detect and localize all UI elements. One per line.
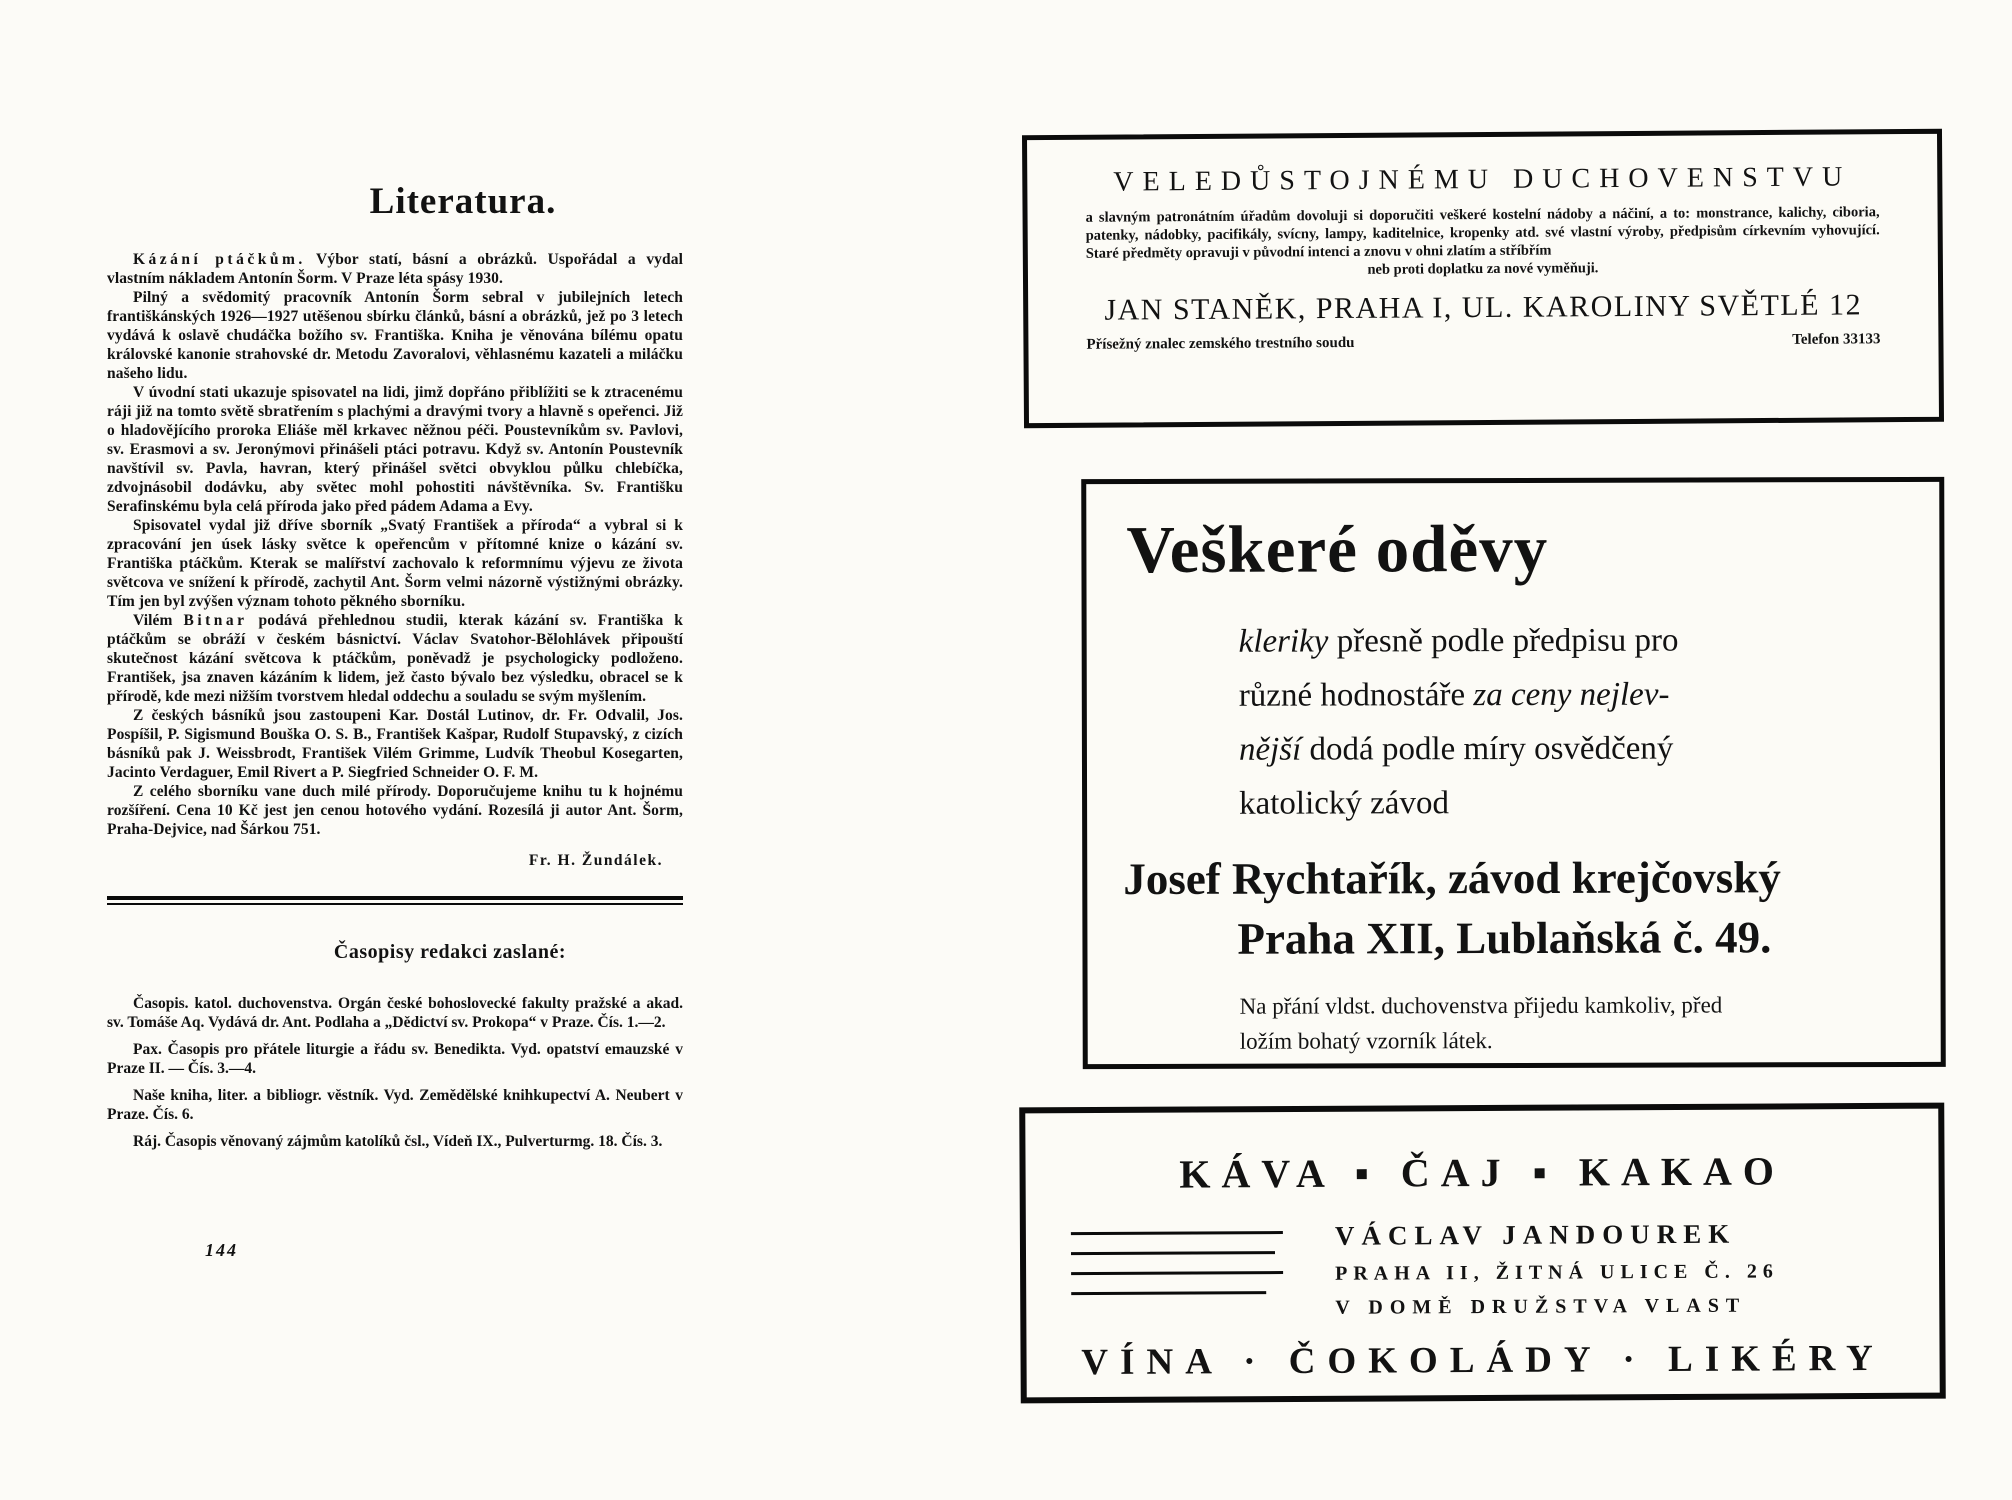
stanek-advertisement [1022,129,1944,428]
decorative-rule [1071,1251,1275,1255]
page-title: Literatura. [369,181,557,222]
rychtarik-note [1240,987,1881,1059]
section-divider-rule [107,896,683,905]
decorative-rules [1071,1231,1283,1321]
journal-entry-text: Orgán české bohoslovecké fakulty pražské a akad. sv. Tomáše Aq. Vydává dr. Ant. Podlaha a „Dědictví sv. Prokopa“ v Praze. Čís. 1.—2. [107,995,683,1031]
rychtarik-address-line: Praha XII, Lublaňská č. 49. [1237,912,1772,964]
stanek-ad-body-last-line: neb proti doplatku za nové vyměňuji. [1367,260,1599,278]
rychtarik-note-line-1: Na přání vldst. duchovenstva přijedu kamkoliv, před [1239,992,1723,1019]
rychtarik-advertisement [1081,477,1946,1069]
jandourek-address: PRAHA II, ŽITNÁ ULICE Č. 26 [1335,1260,1779,1285]
stanek-ad-heading: VELEDŮSTOJNÉMU DUCHOVENSTVU [1113,161,1852,198]
stanek-expert-title: Přísežný znalec zemského trestního soudu [1086,334,1355,353]
journal-entry-lead: Ráj. [133,1133,161,1150]
literatura-paragraph-3 [107,383,683,516]
odevy-line2-italic: za ceny nejlev- [1473,676,1670,714]
decorative-rule [1071,1291,1266,1295]
journal-entry-3 [107,1086,683,1124]
odevy-line1-italic: kleriky [1238,623,1329,660]
jandourek-advertisement [1019,1103,1946,1404]
paragraph-text: Spisovatel vydal již dříve sborník „Svatý František a příroda“ a vybral si k zpracování jen úsek lásky světce k opeřencům v přítomné knize o kázání sv. Františka ptáčkům. Kterak se malířství zachovalo k reformnímu výjevu ze života světcova ve snížení k přírodě, zachytil Ant. Šorm velmi názorně výstižnými obrázky. Tím jen byl zvýšen význam tohoto pěkného sborníku. [107,517,683,610]
journal-entry-text: Časopis pro přátele liturgie a řádu sv. Benedikta. Vyd. opatství emauzské v Praze II. — Čís. 3.—4. [107,1041,683,1077]
journal-entry-lead: Naše kniha, [133,1087,213,1104]
paragraph-text: Pilný a svědomitý pracovník Antonín Šorm sebral v jubilejních letech františkánských 1926—1927 utěšenou sbírku článků, básní a obrázků, jež po 3 letech vydává k oslavě chudáčka božího sv. Františka. Kniha je věnována bílému opatu královské kanonie strahovské dr. Metodu Zavoralovi, věhlasnému kazateli a miláčku našeho lidu. [107,289,683,382]
journal-entry-lead: Časopis. katol. duchovenstva. [133,995,333,1012]
journal-entry-lead: Pax. [133,1041,162,1058]
paragraph-text: Z celého sborníku vane duch milé přírody. Doporučujeme knihu tu k hojnému rozšíření. Cena 10 Kč jest jen cenou hotového vydání. Rozesílá ji autor Ant. Šorm, Praha-Dejvice, nad Šárkou 751. [107,783,683,838]
journal-entry-text: liter. a bibliogr. věstník. Vyd. Zemědělské knihkupectví A. Neubert v Praze. Čís. 6. [107,1087,683,1123]
paragraph-text: V úvodní stati ukazuje spisovatel na lidi, jimž dopřáno přiblížiti se k ztracenému ráji již na tomto světě sbratřením s plachými a dravými tvory a hlavně s opeřenci. Již o hladovějícího proroka Eliáše měl krkavec něžnou péči. Poustevníkům sv. Pavlovi, sv. Erasmovi a sv. Jeronýmovi přinášeli ptáci potravu. Když sv. Antonín Poustevník navštívil sv. Pavla, havran, který přinášel světci obvyklou půlku chlebíčka, zdvojnásobil dodávku, aby světec mohl pohostiti návštěvníka. Sv. Františku Serafinskému byla celá příroda jako před pádem Adama a Evy. [107,384,683,515]
rychtarik-note-line-2: ložím bohatý vzorník látek. [1239,1028,1493,1054]
jandourek-name: VÁCLAV JANDOUREK [1334,1218,1737,1251]
jandourek-building: V DOMĚ DRUŽSTVA VLAST [1335,1294,1747,1319]
review-signature: Fr. H. Žundálek. [528,852,663,869]
stanek-ad-footer [1086,331,1880,354]
odevy-body-line-2 [1239,667,1940,723]
stanek-ad-body: a slavným patronátním úřadům dovoluji si doporučiti veškeré kostelní nádoby a náčiní, a to: monstrance, kalichy, ciboria, patenky, nádobky, pacifikály, svícny, lampy, kaditelnice, kropenky atd. své vlastní výroby, předpisům církevním vyhovující. Staré předměty opravuji v původní intenci a znovu v ohni zlatím a stříbřím [1085,204,1880,262]
journals-list [107,994,683,1151]
literatura-paragraph-1 [107,250,683,288]
journal-entry-text: Časopis věnovaný zájmům katolíků čsl., Vídeň IX., Pulverturmg. 18. Čís. 3. [164,1133,663,1150]
literatura-paragraph-2 [107,288,683,383]
stanek-telephone: Telefon 33133 [1792,331,1881,348]
odevy-ad-title: Veškeré oděvy [1126,511,1549,588]
odevy-body-line-1 [1239,613,1940,669]
paragraph-text: Výbor statí, básní a obrázků. Uspořádal a vydal vlastním nákladem Antonín Šorm. V Praze léta spásy 1930. [107,251,683,287]
left-page [107,180,683,1159]
decorative-rule [1071,1231,1283,1235]
decorative-rule [1071,1271,1283,1275]
literatura-paragraph-4 [107,516,683,611]
paragraph-spaced-lead: Bitnar [183,612,248,629]
journal-entry-1 [107,994,683,1032]
jandourek-middle-row [1071,1218,1940,1322]
odevy-ad-body [1239,613,1941,831]
rychtarik-name-line: Josef Rychtařík, závod krejčovský [1123,852,1781,905]
journal-entry-2 [107,1040,683,1078]
literatura-paragraph-5 [107,611,683,706]
odevy-body-line-3 [1239,721,1940,777]
odevy-line2-rest: různé hodnostáře [1238,677,1466,714]
paragraph-text: podává přehlednou studii, kterak kázání sv. Františka k ptáčkům se obráží v českém básnictví. Václav Svatohor-Bělohlávek připouští skutečnost kázání světcova k ptáčkům, poněvadž je psychologicky podloženo. František, jsa znaven kázáním k lidem, jež často bývalo bez výsledku, obracel se k přírodě, kde mezi nižším tvorstvem hledal oddechu a souladu se svým myšlením. [107,612,683,705]
stanek-name-address-line: JAN STANĚK, PRAHA I, UL. KAROLINY SVĚTLÉ 12 [1104,288,1863,327]
odevy-line1-rest: přesně podle předpisu pro [1336,622,1679,660]
paragraph-spaced-lead: Kázání ptáčkům. [133,251,306,268]
paragraph-text: Z českých básníků jsou zastoupeni Kar. Dostál Lutinov, dr. Fr. Odvalil, Jos. Pospíšil, P. Sigismund Bouška O. S. B., František Kašpar, Rudolf Stupavský, z cizích básníků pak J. Weissbrodt, František Vilém Grimme, Ludvík Theobul Kosegarten, Jacinto Verdaguer, Emil Rivert a P. Siegfried Schneider O. F. M. [107,707,683,781]
page-number: 144 [205,1240,238,1260]
odevy-body-line-4: katolický závod [1239,785,1449,822]
paragraph-pre: Vilém [133,612,184,629]
journals-section-heading: Časopisy redakci zaslané: [333,941,567,963]
journal-entry-4 [107,1132,683,1151]
literatura-paragraph-7 [107,782,683,839]
jandourek-products-top-line: KÁVA ▪ ČAJ ▪ KAKAO [1179,1148,1786,1197]
jandourek-products-bottom-line: VÍNA · ČOKOLÁDY · LIKÉRY [1081,1337,1885,1384]
odevy-line3-italic: nější [1238,731,1302,768]
literatura-paragraph-6 [107,706,683,782]
jandourek-text-block [1335,1218,1779,1319]
odevy-line3-rest: dodá podle míry osvědčený [1309,730,1674,768]
